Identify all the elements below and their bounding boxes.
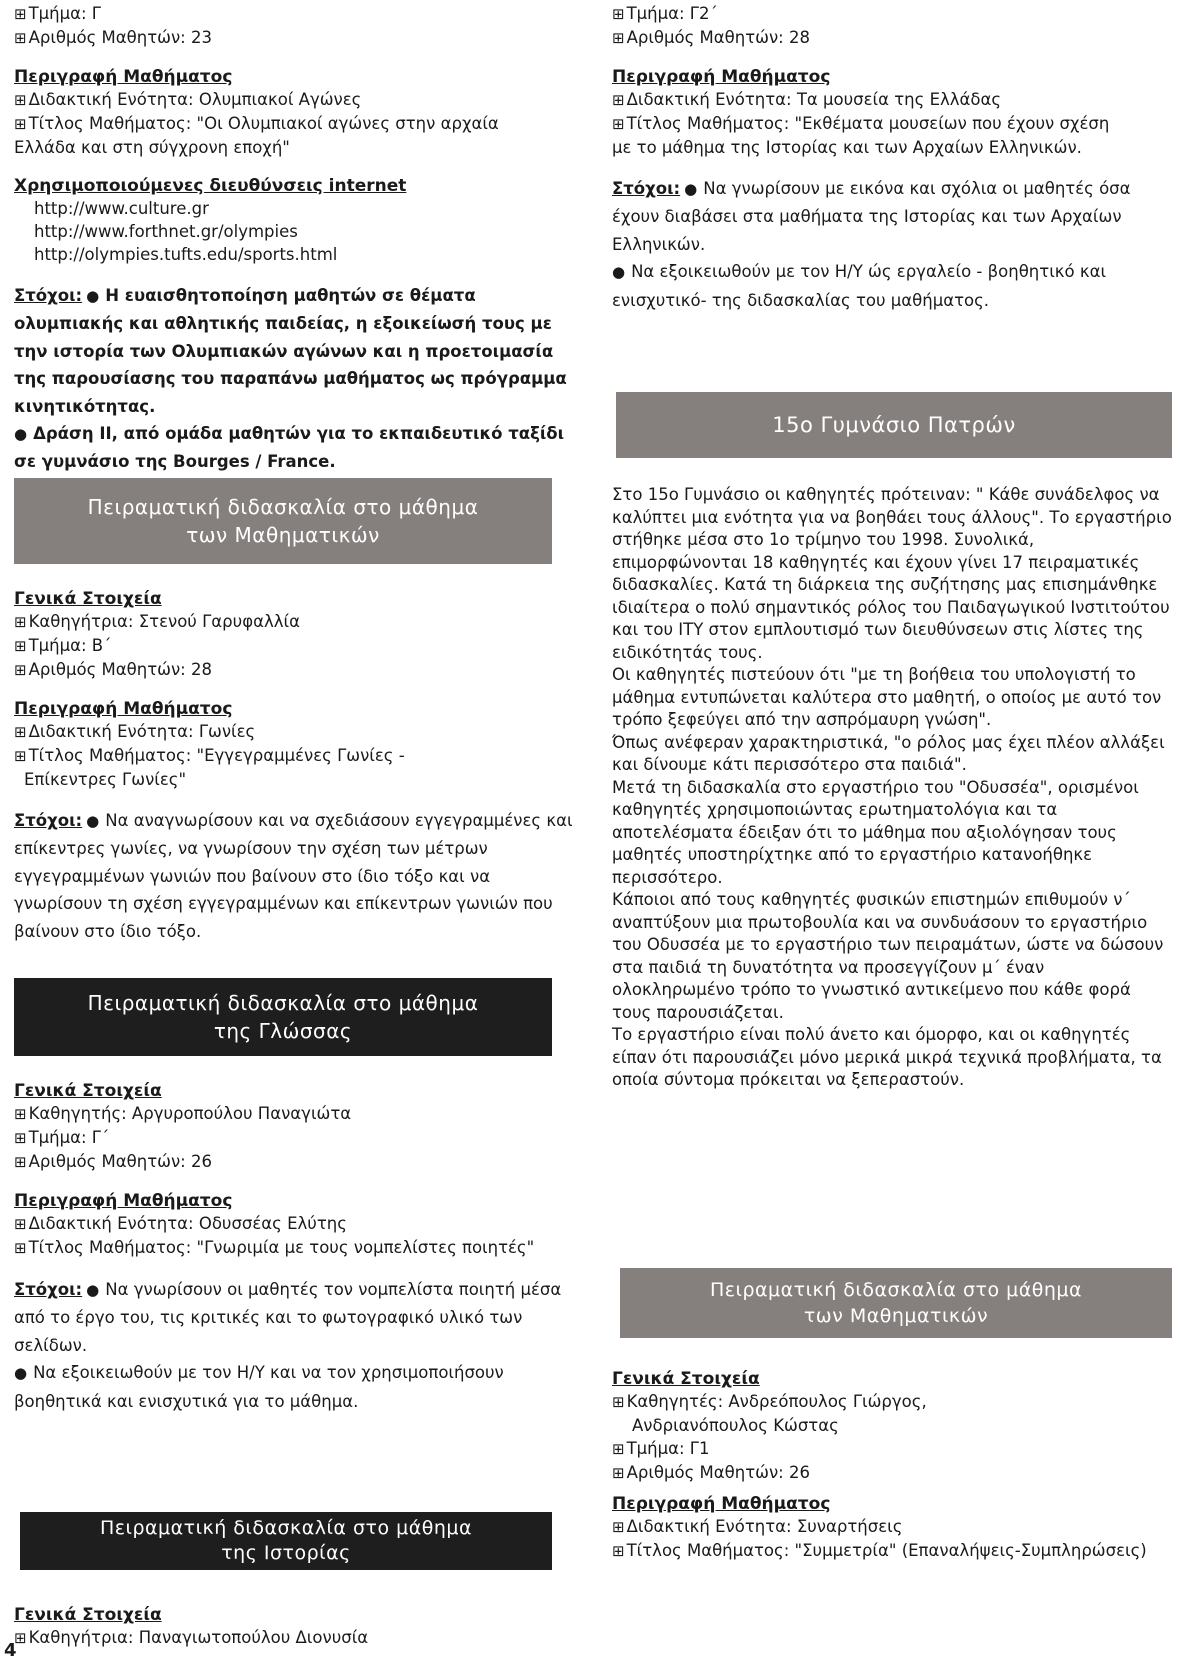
school-paragraph: Μετά τη διδασκαλία στο εργαστήριο του "Οδυσσέα", ορισμένοι καθηγητές χρησιμοποιώντας ερωτηματολόγια και τα αποτελέσματα έδειξαν ότι το μάθημα που αξιολόγησαν τους μαθητές υποστηρίχτηκε από το εργαστήριο κατανοήθηκε περισσότερο.	[612, 777, 1139, 887]
url-link[interactable]: http://www.forthnet.gr/olympies	[34, 222, 298, 241]
box-bullet-icon: ⊞	[14, 1153, 27, 1171]
right-math-unit: ⊞ Διδακτική Ενότητα: Συναρτήσεις	[612, 1517, 903, 1536]
url-link[interactable]: http://www.culture.gr	[34, 199, 209, 218]
box-bullet-icon: ⊞	[14, 91, 27, 109]
right-top-desc-heading: Περιγραφή Μαθήματος	[612, 67, 831, 87]
left-top-goals-2: ● Δράση ΙΙ, από ομάδα μαθητών για το εκπαιδευτικό ταξίδι σε γυμνάσιο της Bourges / France.	[14, 424, 565, 472]
bullet-dot-icon: ●	[14, 425, 28, 444]
right-top-unit: ⊞ Διδακτική Ενότητα: Τα μουσεία της Ελλάδας	[612, 90, 1002, 109]
school-paragraph: Στο 15ο Γυμνάσιο οι καθηγητές πρότειναν: " Κάθε συνάδελφος να καλύπτει μια ενότητα για να βοηθάει τους άλλους". Το εργαστήριο στήθηκε μέσα στο 1ο τρίμηνο του 1998. Συνολικά, επιμορφώνονται 18 καθηγητές και έχουν γίνει 17 πειραματικές διδασκαλίες. Κατά τη διάρκεια της συζήτησης μας επισημάνθηκε ιδιαίτερα ο πολύ σημαντικός ρόλος του Παιδαγωγικού Ινστιτούτου και του ΙΤΥ στον εμπλουτισμό των διευθύνσεων στις λίστες της ειδικότητάς τους.	[612, 485, 1172, 662]
school-report	[612, 484, 1172, 1092]
left-urls-heading: Χρησιμοποιούμενες διευθύνσεις internet	[14, 176, 407, 196]
left-language-teacher: ⊞ Καθηγητής: Αργυροπούλου Παναγιώτα	[14, 1104, 352, 1123]
school-paragraph: Κάποιοι από τους καθηγητές φυσικών επιστημών επιθυμούν ν΄ αναπτύξουν μια πρωτοβουλία και να συνδυάσουν το εργαστήριο του Οδυσσέα με το εργαστήριο των πειραμάτων, ώστε να δώσουν στα παιδιά τη δυνατότητα να προσεγγίζουν μ΄ έναν ολοκληρωμένο τρόπο το γνωστικό αντικείμενο που κάθε φορά τους παρουσιάζεται.	[612, 890, 1164, 1022]
left-math-title-cont: Επίκεντρες Γωνίες"	[24, 770, 187, 789]
right-math-section	[612, 1368, 1172, 1563]
right-top-title: ⊞ Τίτλος Μαθήματος: "Εκθέματα μουσείων που έχουν σχέση	[612, 114, 1110, 133]
box-bullet-icon: ⊞	[612, 1440, 625, 1458]
left-math-goals: Στόχοι: ● Να αναγνωρίσουν και να σχεδιάσουν εγγεγραμμένες και επίκεντρες γωνίες, να γνωρίσουν την σχέση των μέτρων εγγεγραμμένων γωνιών που βαίνουν στο ίδιο τόξο και να γνωρίσουν τη σχέση εγγεγραμμένων και επίκεντρων γωνιών που βαίνουν στο ίδιο τόξο.	[14, 811, 573, 941]
left-language-class: ⊞ Τμήμα: Γ΄	[14, 1128, 110, 1147]
left-math-general-heading: Γενικά Στοιχεία	[14, 589, 162, 609]
school-paragraph: Το εργαστήριο είναι πολύ άνετο και όμορφο, και οι καθηγητές είπαν ότι παρουσιάζει μόνο μερικά μικρά τεχνικά προβλήματα, τα οποία σύντομα πρόκειται να ξεπεραστούν.	[612, 1025, 1162, 1089]
box-bullet-icon: ⊞	[14, 1215, 27, 1233]
box-bullet-icon: ⊞	[612, 29, 625, 47]
left-history-teacher: ⊞ Καθηγήτρια: Παναγιωτοπούλου Διονυσία	[14, 1628, 369, 1647]
left-history-section	[14, 1604, 574, 1650]
left-language-desc-heading: Περιγραφή Μαθήματος	[14, 1191, 233, 1211]
left-top-unit: ⊞ Διδακτική Ενότητα: Ολυμπιακοί Αγώνες	[14, 90, 362, 109]
left-language-unit: ⊞ Διδακτική Ενότητα: Οδυσσέας Ελύτης	[14, 1214, 347, 1233]
school-paragraph: Οι καθηγητές πιστεύουν ότι "με τη βοήθεια του υπολογιστή το μάθημα εντυπώνεται καλύτερα στο μαθητή, ο οποίος με αυτό τον τρόπο ξεφεύγει από την ασπρόμαυρη γνώση".	[612, 665, 1162, 729]
page-number: 4	[4, 1640, 17, 1661]
right-math-class: ⊞ Τμήμα: Γ1	[612, 1439, 710, 1458]
school-paragraph: Όπως ανέφεραν χαρακτηριστικά, "ο ρόλος μας έχει πλέον αλλάξει και δίνουμε κάτι περισσότερο στα παιδιά".	[612, 732, 1165, 774]
section-box-right-math: Πειραματική διδασκαλία στο μάθημα των Μαθηματικών	[620, 1268, 1172, 1338]
left-math-teacher: ⊞ Καθηγήτρια: Στενού Γαρυφαλλία	[14, 612, 300, 631]
box-bullet-icon: ⊞	[14, 637, 27, 655]
right-math-students: ⊞ Αριθμός Μαθητών: 26	[612, 1463, 810, 1482]
box-bullet-icon: ⊞	[14, 1105, 27, 1123]
left-math-title: ⊞ Τίτλος Μαθήματος: "Εγγεγραμμένες Γωνίες -	[14, 746, 405, 765]
right-math-desc-heading: Περιγραφή Μαθήματος	[612, 1494, 831, 1514]
left-language-general-heading: Γενικά Στοιχεία	[14, 1081, 162, 1101]
section-box-left-language: Πειραματική διδασκαλία στο μάθημα της Γλώσσας	[14, 978, 552, 1056]
box-bullet-icon: ⊞	[14, 723, 27, 741]
box-bullet-icon: ⊞	[14, 747, 27, 765]
left-language-students: ⊞ Αριθμός Μαθητών: 26	[14, 1152, 212, 1171]
box-bullet-icon: ⊞	[14, 661, 27, 679]
box-bullet-icon: ⊞	[14, 115, 27, 133]
box-bullet-icon: ⊞	[14, 1629, 27, 1647]
left-language-goals: Στόχοι: ● Να γνωρίσουν οι μαθητές τον νομπελίστα ποιητή μέσα από το έργο του, τις κριτικές και το φωτογραφικό υλικό των σελίδων.	[14, 1280, 562, 1355]
left-language-section	[14, 1080, 574, 1415]
left-top-title-cont: Ελλάδα και στη σύγχρονη εποχή"	[14, 138, 290, 157]
bullet-dot-icon: ●	[612, 263, 626, 282]
section-box-left-math: Πειραματική διδασκαλία στο μάθημα των Μαθηματικών	[14, 478, 552, 564]
left-history-general-heading: Γενικά Στοιχεία	[14, 1605, 162, 1625]
box-bullet-icon: ⊞	[612, 91, 625, 109]
box-bullet-icon: ⊞	[14, 1129, 27, 1147]
box-bullet-icon: ⊞	[14, 613, 27, 631]
right-top-class: ⊞ Τμήμα: Γ2΄	[612, 4, 718, 23]
left-math-unit: ⊞ Διδακτική Ενότητα: Γωνίες	[14, 722, 256, 741]
bullet-dot-icon: ●	[86, 287, 100, 305]
right-top-title-cont: με το μάθημα της Ιστορίας και των Αρχαίων Ελληνικών.	[612, 138, 1082, 157]
bullet-dot-icon: ●	[86, 1281, 100, 1299]
bullet-dot-icon: ●	[14, 1364, 28, 1383]
left-language-goals-2: ● Να εξοικειωθούν με τον Η/Υ και να τον χρησιμοποιήσουν βοηθητικά και ενισχυτικά για το μάθημα.	[14, 1363, 504, 1411]
box-bullet-icon: ⊞	[612, 5, 625, 23]
left-language-title: ⊞ Τίτλος Μαθήματος: "Γνωριμία με τους νομπελίστες ποιητές"	[14, 1238, 535, 1257]
box-bullet-icon: ⊞	[14, 29, 27, 47]
right-math-general-heading: Γενικά Στοιχεία	[612, 1369, 760, 1389]
right-math-title: ⊞ Τίτλος Μαθήματος: "Συμμετρία" (Επαναλήψεις-Συμπληρώσεις)	[612, 1541, 1147, 1560]
right-math-teacher: ⊞ Καθηγητές: Ανδρεόπουλος Γιώργος,	[612, 1392, 927, 1411]
box-bullet-icon: ⊞	[612, 1542, 625, 1560]
section-box-school: 15ο Γυμνάσιο Πατρών	[616, 392, 1172, 458]
left-math-class: ⊞ Τμήμα: Β΄	[14, 636, 112, 655]
bullet-dot-icon: ●	[86, 812, 100, 830]
box-bullet-icon: ⊞	[612, 1393, 625, 1411]
left-math-section	[14, 588, 574, 945]
left-math-students: ⊞ Αριθμός Μαθητών: 28	[14, 660, 212, 679]
left-top-goals: Στόχοι: ● Η ευαισθητοποίηση μαθητών σε θέματα ολυμπιακής και αθλητικής παιδείας, η εξοικείωσή τους με την ιστορία των Ολυμπιακών αγώνων και η προετοιμασία της παρουσίασης του παραπάνω μαθήματος ως πρόγραμμα κινητικότητας.	[14, 286, 567, 416]
box-bullet-icon: ⊞	[612, 115, 625, 133]
bullet-dot-icon: ●	[684, 180, 698, 198]
right-top-goals-2: ● Να εξοικειωθούν με τον Η/Υ ώς εργαλείο - βοηθητικό και ενισχυτικό- της διδασκαλίας του μαθήματος.	[612, 262, 1107, 310]
right-top-students: ⊞ Αριθμός Μαθητών: 28	[612, 28, 810, 47]
left-math-desc-heading: Περιγραφή Μαθήματος	[14, 699, 233, 719]
right-top-goals: Στόχοι: ● Να γνωρίσουν με εικόνα και σχόλια οι μαθητές όσα έχουν διαβάσει στα μαθήματα της Ιστορίας και των Αρχαίων Ελληνικών.	[612, 179, 1131, 254]
left-top-title: ⊞ Τίτλος Μαθήματος: "Οι Ολυμπιακοί αγώνες στην αρχαία	[14, 114, 499, 133]
box-bullet-icon: ⊞	[612, 1464, 625, 1482]
left-top-desc-heading: Περιγραφή Μαθήματος	[14, 67, 233, 87]
box-bullet-icon: ⊞	[14, 1239, 27, 1257]
section-box-left-history: Πειραματική διδασκαλία στο μάθημα της Ιστορίας	[20, 1512, 552, 1570]
right-column	[612, 0, 1172, 314]
box-bullet-icon: ⊞	[612, 1518, 625, 1536]
url-link[interactable]: http://olympies.tufts.edu/sports.html	[34, 245, 338, 264]
box-bullet-icon: ⊞	[14, 5, 27, 23]
left-column	[14, 0, 574, 476]
right-math-teacher-cont: Ανδριανόπουλος Κώστας	[632, 1416, 839, 1435]
left-top-class: ⊞ Τμήμα: Γ	[14, 4, 101, 23]
left-top-students: ⊞ Αριθμός Μαθητών: 23	[14, 28, 212, 47]
